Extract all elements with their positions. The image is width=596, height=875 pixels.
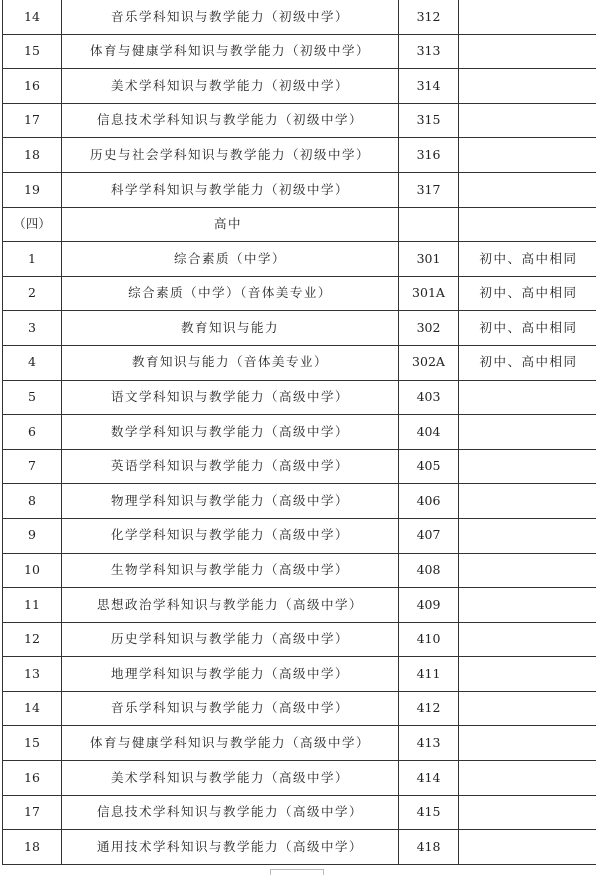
subject-code bbox=[399, 691, 459, 726]
remark bbox=[459, 657, 596, 692]
remark bbox=[459, 380, 596, 415]
remark bbox=[459, 484, 596, 519]
subject-code-text: 315 bbox=[416, 112, 441, 128]
table-row bbox=[3, 0, 596, 34]
row-number: 14 bbox=[3, 0, 62, 34]
subject-code-text: 403 bbox=[416, 389, 441, 405]
subject-code bbox=[399, 415, 459, 450]
row-number: 16 bbox=[3, 761, 62, 796]
table-row bbox=[3, 311, 596, 346]
remark: 初中、高中相同 bbox=[459, 242, 596, 277]
remark bbox=[459, 588, 596, 623]
remark bbox=[459, 726, 596, 761]
subject-code bbox=[399, 69, 459, 104]
page-edge-mark bbox=[270, 869, 324, 875]
row-number: 15 bbox=[3, 726, 62, 761]
row-number: 11 bbox=[3, 588, 62, 623]
row-number: 14 bbox=[3, 691, 62, 726]
row-number: 4 bbox=[3, 345, 62, 380]
subject-code-text: 406 bbox=[416, 492, 441, 508]
table-row bbox=[3, 726, 596, 761]
subject-code-text: 317 bbox=[416, 181, 441, 197]
subject-name: 综合素质（中学）（音体美专业） bbox=[62, 276, 399, 311]
subject-code bbox=[399, 449, 459, 484]
subject-code-text: 412 bbox=[416, 700, 441, 716]
row-number: 15 bbox=[3, 34, 62, 69]
remark bbox=[459, 0, 596, 34]
subject-code bbox=[399, 830, 459, 865]
table-row bbox=[3, 172, 596, 207]
subject-name: 通用技术学科知识与教学能力（高级中学） bbox=[62, 830, 399, 865]
row-number: 17 bbox=[3, 103, 62, 138]
remark bbox=[459, 207, 596, 242]
table-row bbox=[3, 553, 596, 588]
subject-code bbox=[399, 622, 459, 657]
row-number: 17 bbox=[3, 795, 62, 830]
remark bbox=[459, 138, 596, 173]
remark: 初中、高中相同 bbox=[459, 276, 596, 311]
row-number: 13 bbox=[3, 657, 62, 692]
subject-code bbox=[399, 172, 459, 207]
subject-code-text: 418 bbox=[416, 838, 441, 854]
subject-code-text: 404 bbox=[416, 423, 441, 439]
subject-name: 音乐学科知识与教学能力（高级中学） bbox=[62, 691, 399, 726]
subject-code-text: 405 bbox=[416, 458, 441, 474]
subject-code bbox=[399, 726, 459, 761]
remark bbox=[459, 415, 596, 450]
subject-name: 历史与社会学科知识与教学能力（初级中学） bbox=[62, 138, 399, 173]
subject-name: 地理学科知识与教学能力（高级中学） bbox=[62, 657, 399, 692]
table-row bbox=[3, 588, 596, 623]
remark bbox=[459, 172, 596, 207]
subject-name: 信息技术学科知识与教学能力（高级中学） bbox=[62, 795, 399, 830]
subject-code-text: 410 bbox=[416, 631, 441, 647]
subject-code-text: 411 bbox=[416, 665, 441, 681]
subject-code-text: 316 bbox=[416, 146, 441, 162]
subject-code bbox=[399, 207, 459, 242]
subject-code-text: 301A bbox=[412, 285, 445, 301]
subject-name: 信息技术学科知识与教学能力（初级中学） bbox=[62, 103, 399, 138]
table-row bbox=[3, 622, 596, 657]
subject-code-text: 312 bbox=[416, 8, 441, 24]
subject-code-text: 414 bbox=[416, 769, 441, 785]
exam-subject-table bbox=[2, 0, 596, 865]
subject-name: 美术学科知识与教学能力（高级中学） bbox=[62, 761, 399, 796]
subject-name: 教育知识与能力 bbox=[62, 311, 399, 346]
subject-code bbox=[399, 138, 459, 173]
subject-code bbox=[399, 518, 459, 553]
row-number: 3 bbox=[3, 311, 62, 346]
subject-name: 化学学科知识与教学能力（高级中学） bbox=[62, 518, 399, 553]
remark bbox=[459, 830, 596, 865]
subject-name: 数学学科知识与教学能力（高级中学） bbox=[62, 415, 399, 450]
subject-code-text: 302 bbox=[416, 319, 441, 335]
subject-code bbox=[399, 484, 459, 519]
remark bbox=[459, 691, 596, 726]
remark bbox=[459, 761, 596, 796]
table-row bbox=[3, 415, 596, 450]
remark bbox=[459, 449, 596, 484]
subject-code bbox=[399, 380, 459, 415]
subject-code-text: 302A bbox=[412, 354, 445, 370]
row-number: 18 bbox=[3, 138, 62, 173]
section-header-row bbox=[3, 207, 596, 242]
table-row bbox=[3, 380, 596, 415]
subject-code-text: 313 bbox=[416, 43, 441, 59]
subject-name: 生物学科知识与教学能力（高级中学） bbox=[62, 553, 399, 588]
row-number: 5 bbox=[3, 380, 62, 415]
table-row bbox=[3, 345, 596, 380]
remark: 初中、高中相同 bbox=[459, 345, 596, 380]
section-number: （四） bbox=[3, 207, 62, 242]
row-number: 18 bbox=[3, 830, 62, 865]
table-row bbox=[3, 795, 596, 830]
section-title: 高中 bbox=[62, 207, 399, 242]
remark bbox=[459, 103, 596, 138]
row-number: 8 bbox=[3, 484, 62, 519]
subject-name: 思想政治学科知识与教学能力（高级中学） bbox=[62, 588, 399, 623]
subject-code bbox=[399, 103, 459, 138]
subject-code bbox=[399, 276, 459, 311]
subject-code bbox=[399, 311, 459, 346]
row-number: 16 bbox=[3, 69, 62, 104]
row-number: 2 bbox=[3, 276, 62, 311]
remark bbox=[459, 795, 596, 830]
subject-name: 物理学科知识与教学能力（高级中学） bbox=[62, 484, 399, 519]
subject-code bbox=[399, 242, 459, 277]
subject-name: 美术学科知识与教学能力（初级中学） bbox=[62, 69, 399, 104]
subject-name: 教育知识与能力（音体美专业） bbox=[62, 345, 399, 380]
row-number: 10 bbox=[3, 553, 62, 588]
table-row bbox=[3, 242, 596, 277]
remark bbox=[459, 69, 596, 104]
table-row bbox=[3, 761, 596, 796]
remark bbox=[459, 34, 596, 69]
subject-code bbox=[399, 795, 459, 830]
remark: 初中、高中相同 bbox=[459, 311, 596, 346]
subject-name: 英语学科知识与教学能力（高级中学） bbox=[62, 449, 399, 484]
table-row bbox=[3, 691, 596, 726]
subject-code bbox=[399, 345, 459, 380]
row-number: 1 bbox=[3, 242, 62, 277]
row-number: 6 bbox=[3, 415, 62, 450]
row-number: 12 bbox=[3, 622, 62, 657]
subject-code-text: 413 bbox=[416, 735, 441, 751]
subject-code bbox=[399, 553, 459, 588]
table-row bbox=[3, 484, 596, 519]
subject-name: 体育与健康学科知识与教学能力（高级中学） bbox=[62, 726, 399, 761]
row-number: 9 bbox=[3, 518, 62, 553]
subject-name: 综合素质（中学） bbox=[62, 242, 399, 277]
remark bbox=[459, 553, 596, 588]
table-row bbox=[3, 657, 596, 692]
subject-code bbox=[399, 34, 459, 69]
subject-name: 历史学科知识与教学能力（高级中学） bbox=[62, 622, 399, 657]
table-row bbox=[3, 103, 596, 138]
table-body bbox=[3, 0, 596, 864]
row-number: 7 bbox=[3, 449, 62, 484]
table-row bbox=[3, 830, 596, 865]
subject-code bbox=[399, 588, 459, 623]
subject-code-text: 409 bbox=[416, 596, 441, 612]
subject-code-text: 407 bbox=[416, 527, 441, 543]
table-row bbox=[3, 34, 596, 69]
table-row bbox=[3, 69, 596, 104]
subject-name: 科学学科知识与教学能力（初级中学） bbox=[62, 172, 399, 207]
subject-code bbox=[399, 0, 459, 34]
remark bbox=[459, 622, 596, 657]
subject-code bbox=[399, 657, 459, 692]
table-row bbox=[3, 518, 596, 553]
table-row bbox=[3, 138, 596, 173]
subject-name: 体育与健康学科知识与教学能力（初级中学） bbox=[62, 34, 399, 69]
row-number: 19 bbox=[3, 172, 62, 207]
subject-name: 音乐学科知识与教学能力（初级中学） bbox=[62, 0, 399, 34]
remark bbox=[459, 518, 596, 553]
subject-code-text: 408 bbox=[416, 562, 441, 578]
subject-code-text: 301 bbox=[416, 250, 441, 266]
table-row bbox=[3, 449, 596, 484]
table-row bbox=[3, 276, 596, 311]
subject-code-text: 415 bbox=[416, 804, 441, 820]
subject-code bbox=[399, 761, 459, 796]
subject-code-text: 314 bbox=[416, 77, 441, 93]
subject-name: 语文学科知识与教学能力（高级中学） bbox=[62, 380, 399, 415]
